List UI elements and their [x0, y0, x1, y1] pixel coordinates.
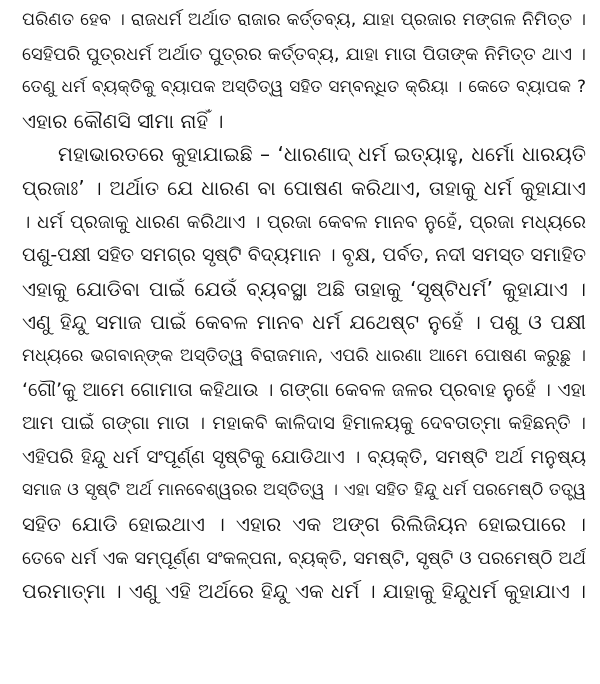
text-line-4: ଏହାର କୌଣସି ସୀମା ନାହିଁ ।: [22, 108, 224, 133]
text-line-13: ଆମ ପାଇଁ ଗଙ୍ଗା ମାତା । ମହାକବି କାଳିଦାସ ହିମାଳୟକୁ ଦେବତାତ୍ମା କହିଛନ୍ତି ।: [22, 413, 586, 435]
text-line-16: ସହିତ ଯୋଡି ହୋଇଥାଏ । ଏହାର ଏକ ଅଙ୍ଗ ରିଲିଜିୟନ ହୋଇପାରେ ।: [22, 511, 586, 536]
text-line-9: ଏହାକୁ ଯୋଡିବା ପାଇଁ ଯେଉଁ ବ୍ୟବସ୍ଥା ଅଛି ତାହାକୁ ‘ସୃଷ୍ଟିଧର୍ମ’ କୁହାଯାଏ ।: [22, 276, 586, 301]
text-line-12: ‘ଗୌ’କୁ ଆମେ ଗୋମାତା କହିଥାଉ । ଗଙ୍ଗା କେବଳ ଜଳର ପ୍ରବାହ ନୁହେଁ । ଏହା: [22, 378, 586, 401]
text-line-7: । ଧର୍ମ ପ୍ରଜାକୁ ଧାରଣ କରିଥାଏ । ପ୍ରଜା କେବଳ ମାନବ ନୁହେଁ, ପ୍ରଜା ମଧ୍ୟରେ: [22, 211, 586, 233]
text-line-11: ମଧ୍ୟରେ ଭଗବାନ୍‌ଙ୍କ ଅସ୍ତିତ୍ୱ ବିରାଜମାନ, ଏପରି ଧାରଣା ଆମେ ପୋଷଣ କରୁଛୁ ।: [22, 345, 586, 366]
text-line-5: ମହାଭାରତରେ କୁହାଯାଇଛି – ‘ଧାରଣାଦ୍ ଧର୍ମ ଇତ୍ୟାହୁ, ଧର୍ମୋ ଧାରୟତି: [58, 142, 586, 167]
text-line-17: ତେବେ ଧର୍ମ ଏକ ସମ୍ପୂର୍ଣ୍ଣ ସଂକଳ୍ପନା, ବ୍ୟକ୍ତି, ସମଷ୍ଟି, ସୃଷ୍ଟି ଓ ପରମେଷ୍ଠି ଅର୍ଥ: [22, 547, 586, 569]
text-line-10: ଏଣୁ ହିନ୍ଦୁ ସମାଜ ପାଇଁ କେବଳ ମାନବ ଧର୍ମ ଯଥେଷ୍ଟ ନୁହେଁ । ପଶୁ ଓ ପକ୍ଷୀ: [22, 310, 586, 335]
text-line-15: ସମାଜ ଓ ସୃଷ୍ଟି ଅର୍ଥ ମାନବେଶ୍ୱରର ଅସ୍ତିତ୍ୱ । ଏହା ସହିତ ହିନ୍ଦୁ ଧର୍ମ ପରମେଷ୍ଠି ତତ୍ତ୍ୱ: [22, 480, 586, 501]
text-line-6: ପ୍ରଜାଃ’ । ଅର୍ଥାତ ଯେ ଧାରଣ ବା ପୋଷଣ କରିଥାଏ, ତାହାକୁ ଧର୍ମ କୁହାଯାଏ: [22, 175, 586, 200]
text-line-14: ଏହିପରି ହିନ୍ଦୁ ଧର୍ମ ସଂପୂର୍ଣ୍ଣ ସୃଷ୍ଟିକୁ ଯୋଡିଥାଏ । ବ୍ୟକ୍ତି, ସମଷ୍ଟି ଅର୍ଥ ମନୁଷ୍ୟ: [22, 446, 586, 468]
text-line-18: ପରମାତ୍ମା । ଏଣୁ ଏହି ଅର୍ଥରେ ହିନ୍ଦୁ ଏକ ଧର୍ମ । ଯାହାକୁ ହିନ୍ଦୁଧର୍ମ କୁହାଯାଏ ।: [22, 579, 586, 604]
text-line-3: ତେଣୁ ଧର୍ମ ବ୍ୟକ୍ତିକୁ ବ୍ୟାପକ ଅସ୍ତିତ୍ୱ ସହିତ ସମ୍ବନ୍ଧିତ କ୍ରିୟା । କେତେ ବ୍ୟାପକ ?: [22, 77, 586, 98]
text-line-1: ପରିଣତ ହେବ । ରାଜଧର୍ମ ଅର୍ଥାତ ରାଜାର କର୍ତ୍ତବ୍ୟ, ଯାହା ପ୍ରଜାର ମଙ୍ଗଳ ନିମିତ୍ତ ।: [22, 10, 586, 30]
text-line-8: ପଶୁ-ପକ୍ଷୀ ସହିତ ସମଗ୍ର ସୃଷ୍ଟି ବିଦ୍ୟମାନ । ବୃକ୍ଷ, ପର୍ବତ, ନଦୀ ସମସ୍ତ ସମାହିତ: [22, 244, 586, 267]
text-line-2: ସେହିପରି ପୁତ୍ରଧର୍ମ ଅର୍ଥାତ ପୁତ୍ରର କର୍ତ୍ତବ୍ୟ, ଯାହା ମାତା ପିତାଙ୍କ ନିମିତ୍ତ ଥାଏ ।: [22, 43, 586, 65]
